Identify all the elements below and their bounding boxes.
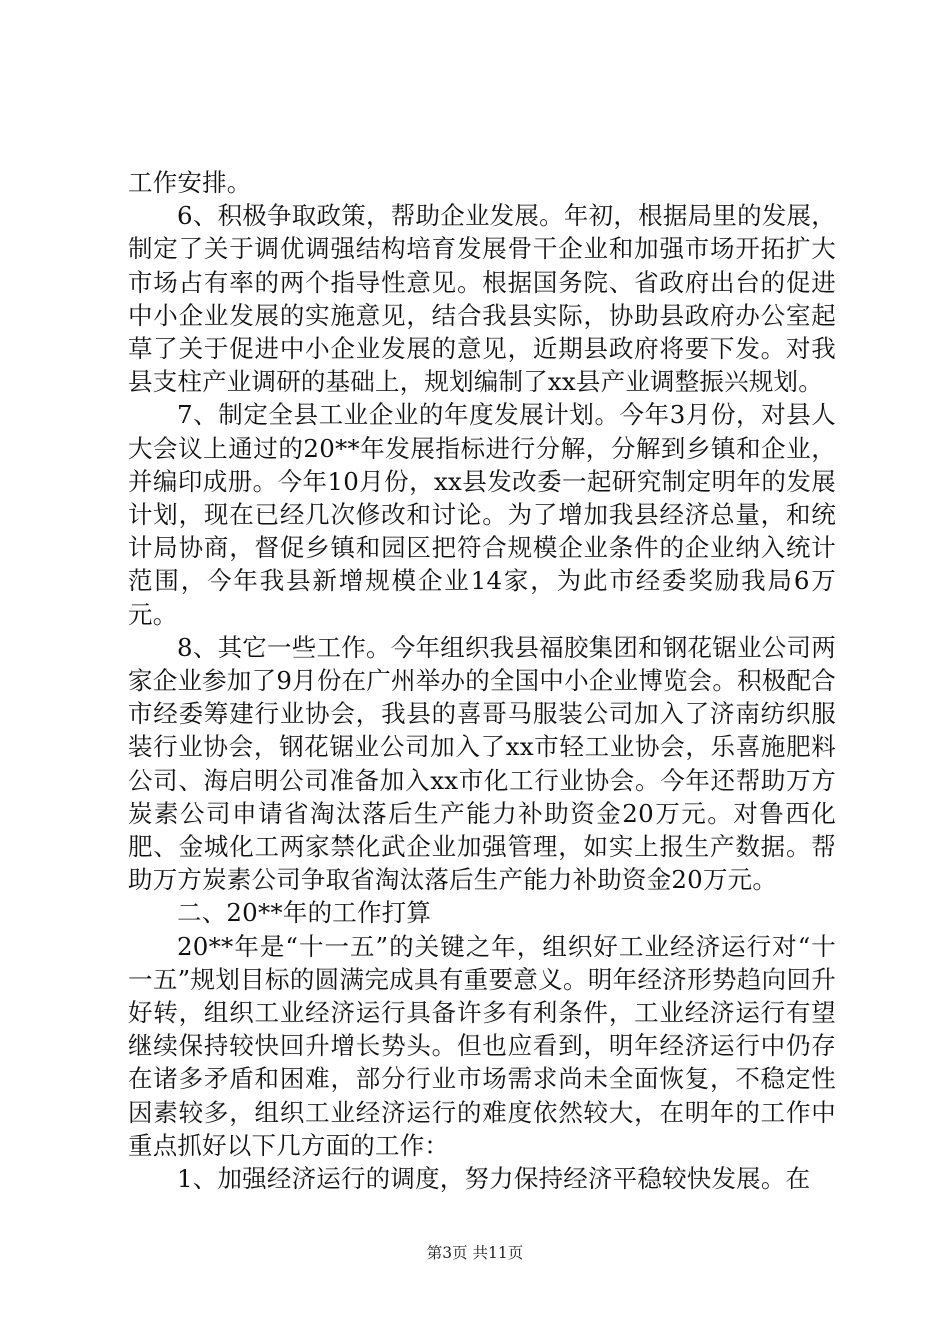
page-footer: 第3页 共11页 — [426, 1244, 524, 1262]
paragraph-plan-item-1: 1、加强经济运行的调度，努力保持经济平稳较快发展。在 — [177, 1164, 811, 1194]
document-body — [128, 166, 836, 1195]
paragraph-continuation: 工作安排。 — [128, 168, 252, 197]
paragraph-plan-intro: 20**年是“十一五”的关键之年，组织好工业经济运行对“十一五”规划目标的圆满完成具有重要意义。明年经济形势趋向回升好转，组织工业经济运行具备许多有利条件，工业经济运行有望继续保持较快回升增长势头。但也应看到，明年经济运行中仍存在诸多矛盾和困难，部分行业市场需求尚未全面恢复，不稳定性因素较多，组织工业经济运行的难度依然较大，在明年的工作中重点抓好以下几方面的工作： — [128, 931, 836, 1160]
paragraph-item-7: 7、制定全县工业企业的年度发展计划。今年3月份，对县人大会议上通过的20**年发展指标进行分解，分解到乡镇和企业，并编印成册。今年10月份，xx县发改委一起研究制定明年的发展计划，现在已经几次修改和讨论。为了增加我县经济总量，和统计局协商，督促乡镇和园区把符合规模企业条件的企业纳入统计范围，今年我县新增规模企业14家，为此市经委奖励我局6万元。 — [128, 400, 836, 629]
paragraph-item-6: 6、积极争取政策，帮助企业发展。年初，根据局里的发展，制定了关于调优调强结构培育发展骨干企业和加强市场开拓扩大市场占有率的两个指导性意见。根据国务院、省政府出台的促进中小企业发展的实施意见，结合我县实际，协助县政府办公室起草了关于促进中小企业发展的意见，近期县政府将要下发。对我县支柱产业调研的基础上，规划编制了xx县产业调整振兴规划。 — [128, 201, 836, 397]
paragraph-item-8: 8、其它一些工作。今年组织我县福胶集团和钢花锯业公司两家企业参加了9月份在广州举办的全国中小企业博览会。积极配合市经委筹建行业协会，我县的喜哥马服装公司加入了济南纺织服装行业协会，钢花锯业公司加入了xx市轻工业协会，乐喜施肥料公司、海启明公司准备加入xx市化工行业协会。今年还帮助万方炭素公司申请省淘汰落后生产能力补助资金20万元。对鲁西化肥、金城化工两家禁化武企业加强管理，如实上报生产数据。帮助万方炭素公司争取省淘汰落后生产能力补助资金20万元。 — [128, 632, 836, 895]
section-heading: 二、20**年的工作打算 — [177, 898, 432, 928]
